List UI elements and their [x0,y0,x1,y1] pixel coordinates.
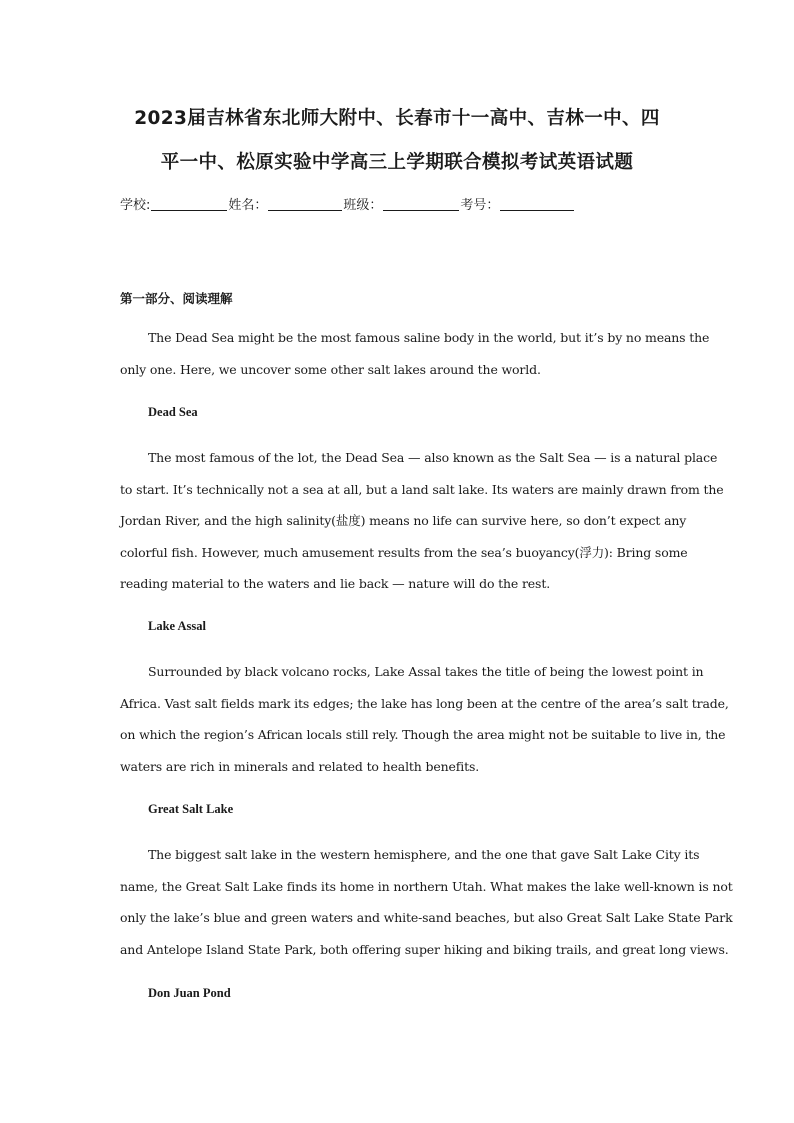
paragraph-line: Africa. Vast salt fields mark its edges; the lake has long been at the centre of the area’s salt trade, [120,695,729,711]
exam-number-label: 考号： [460,198,500,213]
intro-paragraph [120,322,710,385]
paragraph-great-salt-lake [120,839,733,965]
paragraph-line: only the lake’s blue and green waters and white-sand beaches, but also Great Salt Lake State Park [120,910,733,925]
paragraph-line: to start. It’s technically not a sea at all, but a land salt lake. Its waters are mainly drawn from the [120,481,724,497]
document-title-line-2: 平一中、松原实验中学高三上学期联合模拟考试英语试题 [160,152,634,173]
paragraph-dead-sea [120,442,724,600]
paragraph-line: name, the Great Salt Lake finds its home in northern Utah. What makes the lake well-known is not [120,878,733,894]
paragraph-line: reading material to the waters and lie back — nature will do the rest. [120,576,551,591]
paragraph-line: Surrounded by black volcano rocks, Lake Assal takes the title of being the lowest point in [148,664,704,679]
name-label: 姓名： [228,198,268,213]
section-title: 第一部分、阅读理解 [120,291,233,306]
student-info-row [120,194,575,213]
heading-lake-assal: Lake Assal [148,619,207,633]
paragraph-line: only one. Here, we uncover some other salt lakes around the world. [120,361,541,377]
class-label: 班级： [343,198,383,213]
heading-dead-sea: Dead Sea [148,405,198,419]
paragraph-line: waters are rich in minerals and related to health benefits. [120,758,480,774]
paragraph-line: Jordan River, and the high salinity(盐度) means no life can survive here, so don’t expect any [120,513,687,528]
heading-great-salt-lake: Great Salt Lake [148,802,234,816]
paragraph-line: and Antelope Island State Park, both offering super hiking and biking trails, and great long views. [120,941,729,957]
paragraph-line: The most famous of the lot, the Dead Sea — also known as the Salt Sea — is a natural place [148,450,718,465]
paragraph-line: The Dead Sea might be the most famous saline body in the world, but it’s by no means the [148,330,710,345]
paragraph-line: on which the region’s African locals still rely. Though the area might not be suitable to live in, the [120,727,726,742]
document-title-line-1: 2023届吉林省东北师大附中、长春市十一高中、吉林一中、四 [134,108,660,129]
school-blank[interactable] [151,196,227,211]
name-blank[interactable] [268,196,342,211]
heading-don-juan-pond: Don Juan Pond [148,986,231,1000]
paragraph-line: colorful fish. However, much amusement results from the sea’s buoyancy(浮力): Bring some [120,544,688,560]
paragraph-line: The biggest salt lake in the western hemisphere, and the one that gave Salt Lake City its [148,847,700,862]
paragraph-lake-assal [120,656,729,782]
school-label: 学校: [120,198,151,213]
class-blank[interactable] [383,196,459,211]
exam-number-blank[interactable] [500,196,574,211]
